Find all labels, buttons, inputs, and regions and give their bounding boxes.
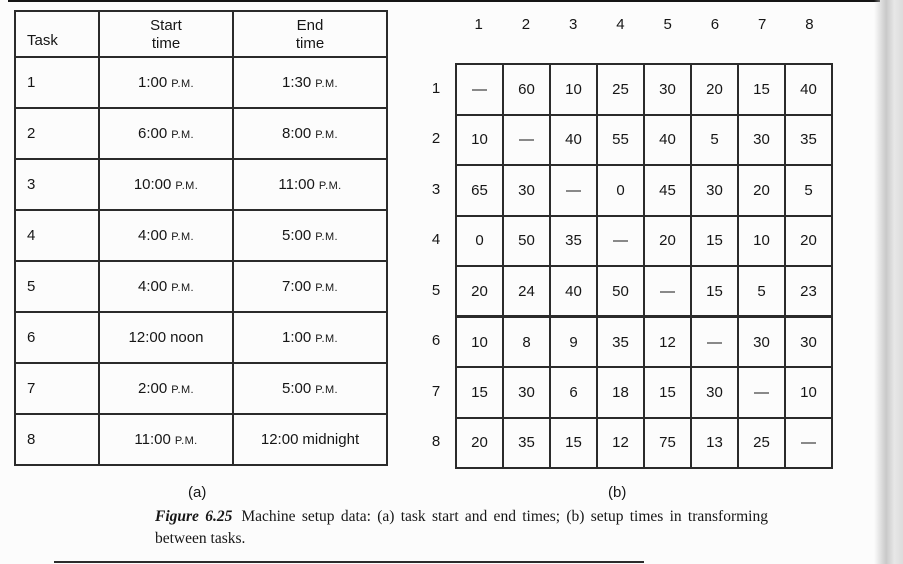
start-time-cell (99, 57, 233, 108)
matrix-cell: 8 (503, 317, 550, 368)
end-time-cell (233, 159, 387, 210)
start-time-cell (99, 363, 233, 414)
time-value: 5:00 (282, 380, 312, 397)
matrix-row (456, 367, 832, 418)
col-header-start-line2: time (151, 34, 181, 52)
matrix-cell: 10 (456, 317, 503, 368)
start-time-cell (99, 108, 233, 159)
task-row (15, 363, 387, 414)
task-row (15, 57, 387, 108)
matrix-cell: 5 (691, 115, 738, 166)
time-meridiem: P.M. (315, 384, 338, 396)
time-value: 1:30 (282, 74, 312, 91)
matrix-cell: 20 (644, 216, 691, 267)
matrix-row (456, 64, 832, 115)
time-meridiem: P.M. (318, 180, 342, 192)
time-meridiem: P.M. (171, 129, 194, 141)
matrix-col-header: 6 (710, 16, 720, 33)
matrix-col-header: 8 (805, 16, 814, 33)
figure-caption-text: Machine setup data: (a) task start and end times; (b) setup times in transforming between tasks. (155, 508, 768, 547)
matrix-col-header: 4 (616, 16, 625, 33)
task-row (15, 312, 387, 363)
time-value: 11:00 (278, 176, 315, 193)
matrix-col-header: 5 (663, 16, 672, 33)
matrix-cell: 18 (597, 367, 644, 418)
time-value: 12:00 (128, 329, 167, 346)
matrix-cell-dash: — (738, 367, 785, 418)
matrix-cell: 0 (597, 165, 644, 216)
matrix-cell: 13 (691, 418, 738, 469)
time-meridiem: P.M. (315, 282, 338, 294)
time-meridiem: P.M. (171, 384, 194, 396)
bottom-rule (54, 561, 644, 563)
matrix-cell: 5 (785, 165, 832, 216)
col-header-end-line2: time (295, 34, 325, 52)
matrix-cell: 35 (550, 216, 597, 267)
figure-caption (155, 506, 768, 550)
matrix-cell: 40 (550, 266, 597, 317)
setup-matrix-column-headers (455, 13, 833, 37)
task-number-cell: 2 (15, 108, 99, 159)
matrix-cell: 30 (785, 317, 832, 368)
matrix-cell-dash: — (456, 64, 503, 115)
matrix-cell: 30 (738, 115, 785, 166)
time-value: 4:00 (138, 227, 168, 244)
matrix-cell: 10 (550, 64, 597, 115)
matrix-row-header: 8 (431, 433, 441, 451)
time-value: 7:00 (282, 278, 312, 295)
task-number-cell: 5 (15, 261, 99, 312)
matrix-cell: 30 (738, 317, 785, 368)
time-value: 5:00 (282, 227, 312, 244)
end-time-cell (233, 414, 387, 465)
matrix-cell: 12 (644, 317, 691, 368)
top-rule (8, 0, 880, 2)
matrix-cell: 10 (785, 367, 832, 418)
matrix-cell: 55 (597, 115, 644, 166)
time-value: 4:00 (138, 278, 168, 295)
task-times-table (14, 10, 388, 466)
matrix-cell-dash: — (785, 418, 832, 469)
col-header-start-line1: Start (150, 16, 182, 34)
matrix-cell: 23 (785, 266, 832, 317)
end-time-cell (233, 210, 387, 261)
matrix-cell-dash: — (550, 165, 597, 216)
matrix-cell: 0 (456, 216, 503, 267)
start-time-cell (99, 414, 233, 465)
task-times-header-row (15, 11, 387, 57)
time-meridiem: P.M. (174, 435, 198, 447)
matrix-cell: 12 (597, 418, 644, 469)
end-time-cell (233, 261, 387, 312)
start-time-cell (99, 210, 233, 261)
time-value: 6:00 (138, 125, 168, 142)
time-meridiem: P.M. (171, 78, 194, 90)
matrix-row-header: 1 (431, 79, 441, 97)
matrix-cell: 20 (738, 165, 785, 216)
matrix-cell: 15 (644, 367, 691, 418)
matrix-cell-dash: — (691, 317, 738, 368)
matrix-cell: 15 (456, 367, 503, 418)
matrix-cell: 15 (691, 216, 738, 267)
matrix-row (456, 317, 832, 368)
matrix-cell: 10 (738, 216, 785, 267)
task-row (15, 159, 387, 210)
matrix-cell: 30 (644, 64, 691, 115)
matrix-row-header: 6 (431, 332, 441, 350)
matrix-cell: 40 (550, 115, 597, 166)
time-value: 12:00 (260, 431, 299, 448)
end-time-cell (233, 312, 387, 363)
matrix-cell: 60 (503, 64, 550, 115)
sublabel-a: (a) (188, 484, 207, 501)
matrix-cell: 24 (503, 266, 550, 317)
setup-times-matrix (455, 63, 833, 469)
matrix-row-header: 7 (431, 382, 441, 400)
matrix-cell: 15 (691, 266, 738, 317)
time-value: 1:00 (138, 74, 168, 91)
matrix-cell: 40 (644, 115, 691, 166)
task-number-cell: 8 (15, 414, 99, 465)
time-meridiem: P.M. (171, 231, 194, 243)
matrix-cell: 35 (503, 418, 550, 469)
matrix-cell-dash: — (503, 115, 550, 166)
scan-page-edge (874, 0, 903, 564)
task-row (15, 261, 387, 312)
time-meridiem: noon (170, 329, 204, 346)
task-row (15, 108, 387, 159)
matrix-cell: 20 (456, 418, 503, 469)
task-number-cell: 4 (15, 210, 99, 261)
end-time-cell (233, 363, 387, 414)
time-meridiem: P.M. (315, 129, 338, 141)
col-header-start-time (99, 11, 233, 57)
end-time-cell (233, 57, 387, 108)
matrix-cell: 30 (503, 165, 550, 216)
time-value: 1:00 (282, 329, 312, 346)
matrix-cell: 20 (785, 216, 832, 267)
matrix-col-header: 1 (474, 16, 483, 33)
time-meridiem: P.M. (315, 78, 338, 90)
matrix-cell: 5 (738, 266, 785, 317)
matrix-cell-dash: — (597, 216, 644, 267)
time-value: 11:00 (134, 431, 171, 448)
task-row (15, 210, 387, 261)
matrix-cell: 20 (456, 266, 503, 317)
time-value: 2:00 (138, 380, 168, 397)
figure-number: Figure 6.25 (155, 508, 233, 525)
sublabel-b: (b) (608, 484, 627, 501)
matrix-row-header: 4 (431, 231, 441, 249)
col-header-end-line1: End (296, 16, 324, 34)
start-time-cell (99, 159, 233, 210)
col-header-end-time (233, 11, 387, 57)
matrix-row (456, 165, 832, 216)
matrix-row (456, 216, 832, 267)
matrix-cell: 25 (597, 64, 644, 115)
setup-matrix-row-headers (424, 63, 448, 467)
end-time-cell (233, 108, 387, 159)
time-value: 10:00 (133, 176, 172, 193)
task-row (15, 414, 387, 465)
matrix-col-header: 7 (757, 16, 767, 33)
time-meridiem: P.M. (175, 180, 199, 192)
time-meridiem: P.M. (171, 282, 194, 294)
start-time-cell (99, 261, 233, 312)
matrix-row-header: 3 (431, 180, 441, 198)
matrix-cell: 50 (597, 266, 644, 317)
task-number-cell: 6 (15, 312, 99, 363)
matrix-cell: 35 (785, 115, 832, 166)
matrix-cell: 9 (550, 317, 597, 368)
matrix-cell: 35 (597, 317, 644, 368)
matrix-col-header: 3 (568, 16, 578, 33)
matrix-cell: 50 (503, 216, 550, 267)
matrix-cell: 15 (738, 64, 785, 115)
time-meridiem: P.M. (315, 333, 338, 345)
matrix-row-header: 5 (431, 281, 441, 299)
matrix-row (456, 115, 832, 166)
matrix-cell: 75 (644, 418, 691, 469)
matrix-cell: 6 (550, 367, 597, 418)
task-number-cell: 3 (15, 159, 99, 210)
time-value: 8:00 (282, 125, 312, 142)
col-header-task: Task (15, 11, 99, 57)
start-time-cell (99, 312, 233, 363)
time-meridiem: P.M. (315, 231, 338, 243)
matrix-cell: 65 (456, 165, 503, 216)
task-number-cell: 1 (15, 57, 99, 108)
task-number-cell: 7 (15, 363, 99, 414)
matrix-row (456, 418, 832, 469)
matrix-cell: 10 (456, 115, 503, 166)
matrix-cell: 15 (550, 418, 597, 469)
matrix-cell: 30 (503, 367, 550, 418)
matrix-col-header: 2 (521, 16, 531, 33)
matrix-cell-dash: — (644, 266, 691, 317)
matrix-cell: 20 (691, 64, 738, 115)
matrix-cell: 45 (644, 165, 691, 216)
matrix-row-header: 2 (431, 130, 441, 148)
matrix-cell: 40 (785, 64, 832, 115)
matrix-cell: 30 (691, 367, 738, 418)
matrix-cell: 25 (738, 418, 785, 469)
time-meridiem: midnight (302, 431, 360, 448)
matrix-cell: 30 (691, 165, 738, 216)
matrix-row (456, 266, 832, 317)
